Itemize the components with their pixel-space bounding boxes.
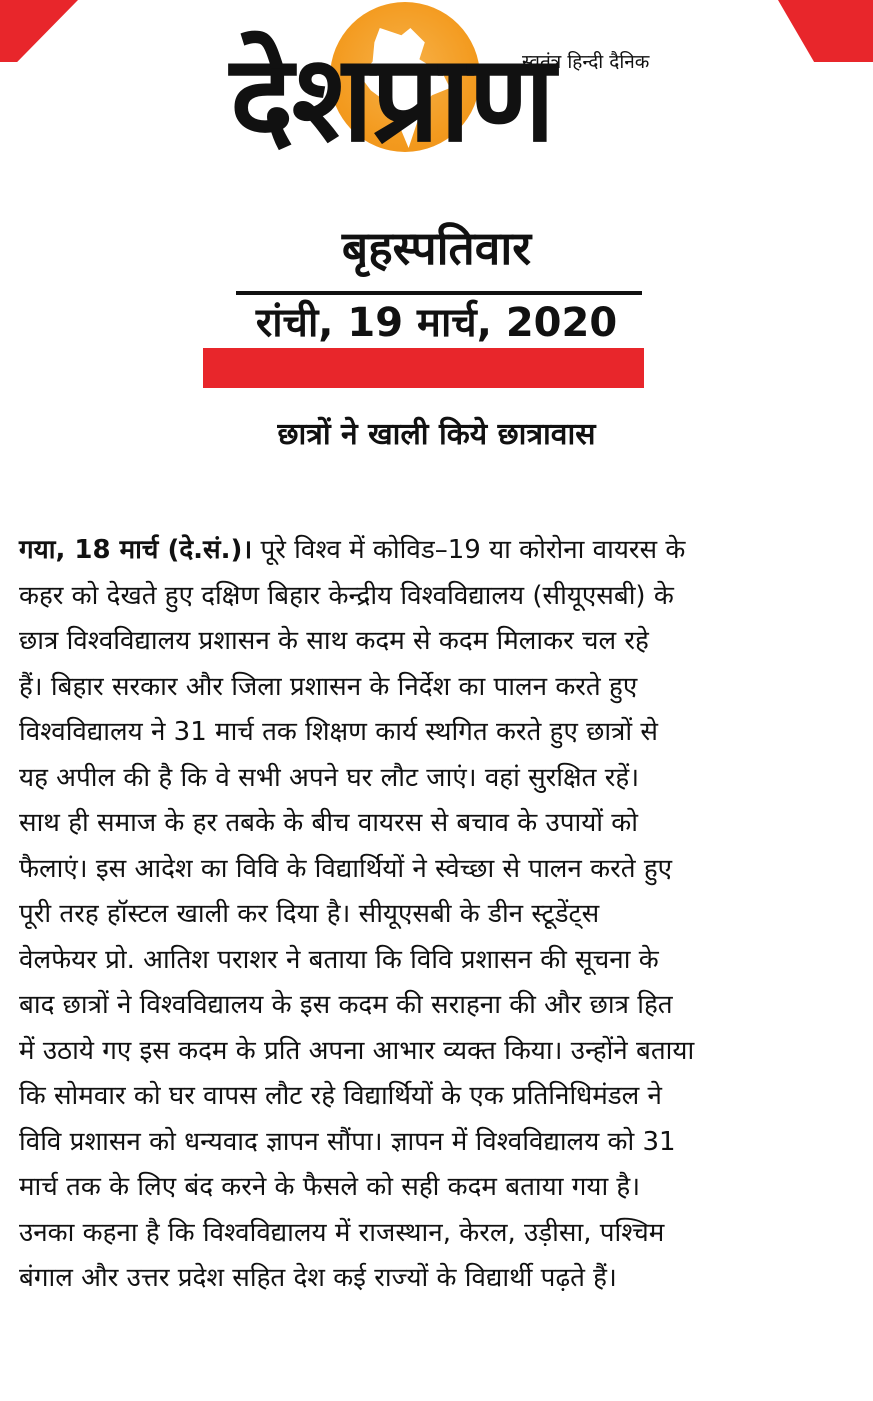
article-line: उनका कहना है कि विश्वविद्यालय में राजस्थान, केरल, उड़ीसा, पश्चिम xyxy=(19,1217,665,1248)
edition-day: बृहस्पतिवार xyxy=(341,221,532,275)
article-line: विवि प्रशासन को धन्यवाद ज्ञापन सौंपा। ज्ञापन में विश्वविद्यालय को 31 xyxy=(19,1126,676,1157)
article-line: बाद छात्रों ने विश्वविद्यालय के इस कदम की सराहना की और छात्र हित xyxy=(19,990,673,1020)
edition-place-date: रांची, 19 मार्च, 2020 xyxy=(255,300,618,346)
article-line: हैं। बिहार सरकार और जिला प्रशासन के निर्देश का पालन करते हुए xyxy=(19,671,638,702)
article-line: छात्र विश्वविद्यालय प्रशासन के साथ कदम से कदम मिलाकर चल रहे xyxy=(19,626,649,656)
article-dateline: गया, 18 मार्च (दे.सं.)। xyxy=(19,535,253,565)
article-line: पूरी तरह हॉस्टल खाली कर दिया है। सीयूएसबी के डीन स्टूडेंट्स xyxy=(19,899,600,929)
article-line: मार्च तक के लिए बंद करने के फैसले को सही कदम बताया गया है। xyxy=(19,1172,641,1202)
article-line: में उठाये गए इस कदम के प्रति अपना आभार व्यक्त किया। उन्होंने बताया xyxy=(19,1035,695,1066)
article-line: विश्वविद्यालय ने 31 मार्च तक शिक्षण कार्य स्थगित करते हुए छात्रों से xyxy=(19,717,658,747)
article-line: बंगाल और उत्तर प्रदेश सहित देश कई राज्यों के विद्यार्थी पढ़ते हैं। xyxy=(19,1263,617,1293)
article-line: कहर को देखते हुए दक्षिण बिहार केन्द्रीय विश्वविद्यालय (सीयूएसबी) के xyxy=(19,580,674,611)
article-line: यह अपील की है कि वे सभी अपने घर लौट जाएं। वहां सुरक्षित रहें। xyxy=(19,762,640,793)
article-line-text: पूरे विश्व में कोविड–19 या कोरोना वायरस के xyxy=(252,535,686,565)
article-line: फैलाएं। इस आदेश का विवि के विद्यार्थियों ने स्वेच्छा से पालन करते हुए xyxy=(19,853,673,884)
article-line: साथ ही समाज के हर तबके के बीच वायरस से बचाव के उपायों को xyxy=(19,808,638,838)
article-line xyxy=(19,528,857,574)
article-line: वेलफेयर प्रो. आतिश पराशर ने बताया कि विवि प्रशासन की सूचना के xyxy=(19,944,659,975)
date-divider xyxy=(236,291,642,295)
article-headline: छात्रों ने खाली किये छात्रावास xyxy=(277,417,596,452)
article-line: कि सोमवार को घर वापस लौट रहे विद्यार्थियों के एक प्रतिनिधिमंडल ने xyxy=(19,1081,662,1111)
article-body xyxy=(19,528,857,1302)
masthead-logo xyxy=(210,0,690,200)
newspaper-tagline: स्वतंत्र हिन्दी दैनिक xyxy=(522,51,650,73)
red-banner-bar xyxy=(203,348,644,388)
red-corner-right xyxy=(778,0,873,62)
newspaper-title: देशप्राण xyxy=(230,30,554,169)
red-corner-left xyxy=(0,0,78,62)
